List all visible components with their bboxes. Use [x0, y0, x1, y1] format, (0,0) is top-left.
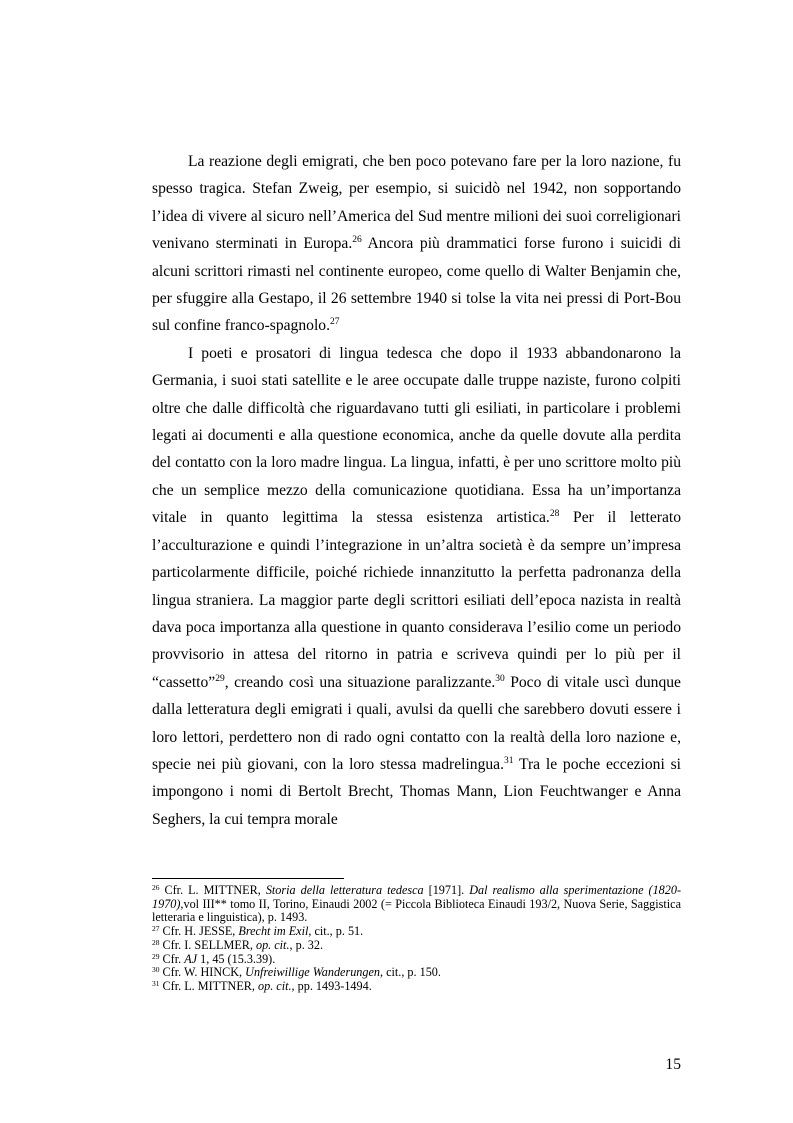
footnote-ref: 31 — [504, 755, 514, 766]
footnote-text: pp. 1493-1494. — [294, 978, 372, 993]
footnote-ref: 29 — [215, 673, 225, 684]
paragraph-text: La reazione degli emigrati, che ben poco potevano fare per la loro nazione, fu spesso tragica. Stefan Zweig, per esempio, si suicidò nel 1942, non sopportando l’idea di vivere al sicuro nell’America del Sud mentre milioni dei suoi correligionari venivano sterminati in Europa. — [152, 153, 681, 253]
footnote-title: op. cit., — [258, 978, 295, 993]
footnote-title: Brecht im Exil — [238, 924, 309, 939]
footnotes — [152, 884, 681, 994]
footnote-30 — [152, 966, 681, 980]
footnote-title: Dal realismo alla sperimentazione (1820-1970), — [152, 883, 682, 911]
paragraph-text: , creando così una situazione paralizzante. — [224, 673, 496, 691]
footnote-ref: 27 — [329, 317, 340, 328]
paragraph-text: I poeti e prosatori di lingua tedesca che dopo il 1933 abbandonarono la Germania, i suoi stati satellite e le aree occupate dalle truppe naziste, furono colpiti oltre che dalle difficoltà che riguardavano tutti gli esiliati, in particolare i problemi legati ai documenti e alla questione economica, anche da quelle dovute alla perdita del contatto con la loro madre lingua. La lingua, infatti, è per uno scrittore molto più che un semplice mezzo della comunicazione quotidiana. Essa ha un’importanza vitale in quanto legittima la stessa esistenza artistica. — [152, 344, 681, 527]
footnote-number: 27 — [152, 924, 160, 934]
footnote-text: [1971]. — [423, 883, 470, 897]
footnote-ref: 30 — [495, 673, 505, 684]
page-number: 15 — [665, 1056, 681, 1073]
footnote-ref: 28 — [549, 509, 560, 520]
footnote-separator — [152, 878, 344, 879]
footnote-31 — [152, 980, 681, 994]
paragraph-1 — [152, 148, 681, 340]
footnote-text: vol III** tomo II, Torino, Einaudi 2002 (= Piccola Biblioteca Einaudi 193/2, Nuova Serie, Saggistica letteraria e linguistica), p. 1493. — [152, 896, 681, 925]
body-text — [152, 148, 681, 833]
footnote-27 — [152, 925, 681, 939]
footnote-ref: 26 — [352, 235, 362, 246]
footnote-29 — [152, 953, 681, 967]
footnote-text: , cit., p. 150. — [380, 965, 441, 980]
footnote-title: Storia della letteratura tedesca — [265, 883, 424, 897]
paragraph-2 — [152, 340, 681, 833]
paragraph-text: Ancora più drammatici forse furono i suicidi di alcuni scrittori rimasti nel continente europeo, come quello di Walter Benjamin che, per sfuggire alla Gestapo, il 26 settembre 1940 si tolse la vita nei pressi di Port-Bou sul confine franco-spagnolo. — [152, 235, 681, 335]
footnote-number: 30 — [152, 965, 160, 975]
footnote-title: AJ — [184, 951, 198, 966]
footnote-text: , p. 32. — [289, 937, 324, 952]
footnote-26 — [152, 884, 681, 925]
footnote-text: , cit., p. 51. — [308, 924, 364, 939]
paragraph-text: Tra le poche eccezioni si impongono i nomi di Bertolt Brecht, Thomas Mann, Lion Feuchtwanger e Anna Seghers, la cui tempra morale — [152, 755, 681, 828]
footnote-text: 1, 45 (15.3.39). — [197, 951, 276, 966]
paragraph-text: Per il letterato l’acculturazione e quindi l’integrazione in un’altra società è da sempre un’impresa particolarmente difficile, poiché richiede innanzitutto la perfetta padronanza della lingua straniera. La maggior parte degli scrittori esiliati dell’epoca nazista in realtà dava poca importanza alla questione in quanto considerava l’esilio come un periodo provvisorio in attesa del ritorno in patria e scriveva quindi per lo più per il “cassetto” — [152, 509, 681, 691]
footnote-number: 31 — [152, 978, 160, 988]
paragraph-text: Poco di vitale uscì dunque dalla letteratura degli emigrati i quali, avulsi da quelli che sarebbero dovuti essere i loro lettori, perdettero non di rado ogni contatto con la realtà della loro nazione e, specie nei più giovani, con la loro stessa madrelingua. — [152, 673, 681, 773]
footnote-text: Cfr. — [159, 951, 185, 966]
footnote-text: Cfr. H. JESSE, — [159, 924, 239, 939]
footnote-text: Cfr. W. HINCK, — [159, 965, 246, 980]
footnote-title: Unfreiwillige Wanderungen — [245, 965, 380, 980]
footnote-title: op. cit. — [255, 937, 290, 952]
footnote-text: Cfr. L. MITTNER, — [159, 883, 266, 897]
footnote-number: 28 — [152, 937, 160, 947]
footnote-number: 29 — [152, 951, 160, 961]
footnote-number: 26 — [152, 883, 160, 892]
footnote-text: Cfr. L. MITTNER, — [159, 978, 259, 993]
footnote-text: Cfr. I. SELLMER, — [159, 937, 256, 952]
footnote-28 — [152, 939, 681, 953]
